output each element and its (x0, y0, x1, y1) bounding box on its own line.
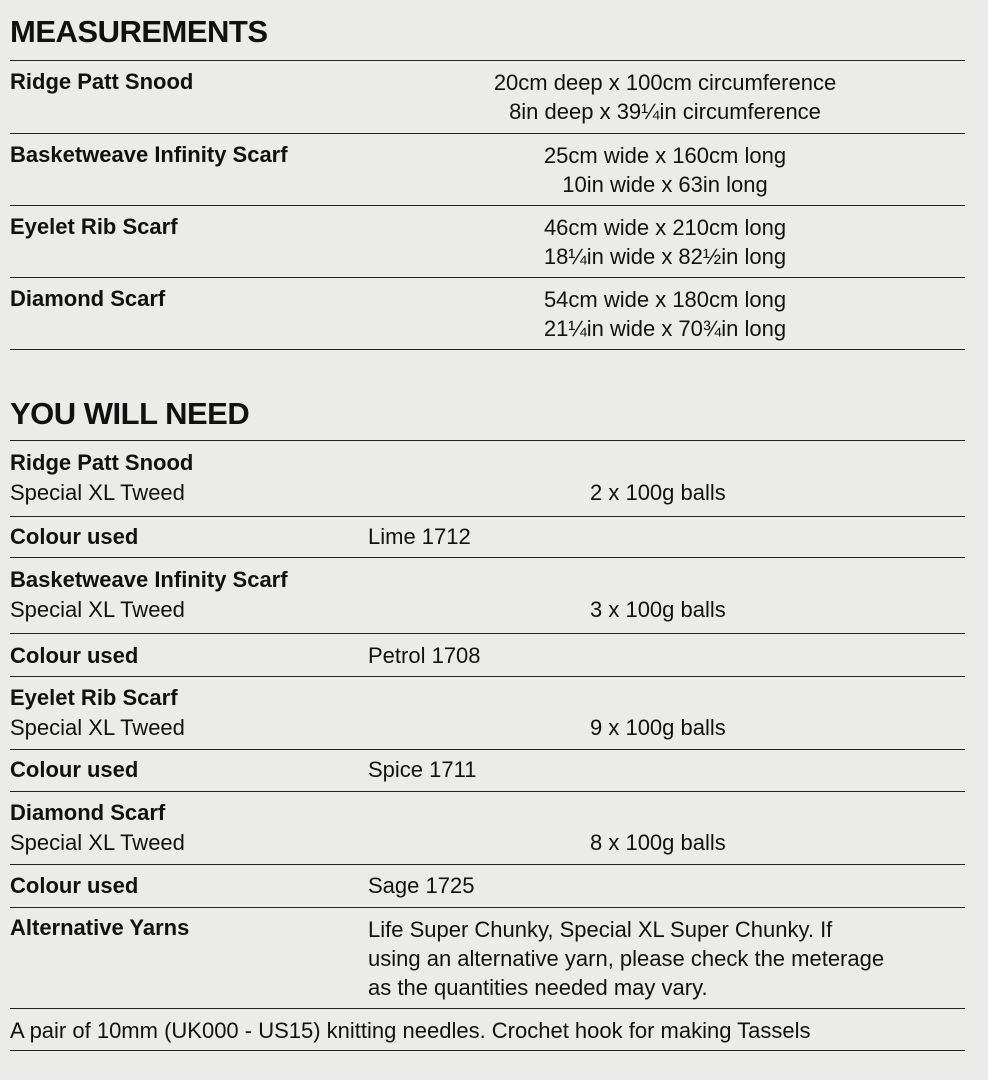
item-name: Diamond Scarf (10, 800, 166, 825)
divider (10, 205, 965, 206)
divider (10, 633, 965, 634)
yarn-quantity: 2 x 100g balls (590, 480, 726, 505)
colour-value: Petrol 1708 (368, 643, 481, 668)
item-name: Diamond Scarf (10, 286, 166, 311)
measurement-values (395, 68, 935, 126)
divider (10, 1008, 965, 1009)
colour-value: Spice 1711 (368, 757, 477, 782)
divider (10, 557, 965, 558)
divider (10, 349, 965, 350)
yarn-name: Special XL Tweed (10, 830, 185, 855)
alternative-yarns-label: Alternative Yarns (10, 915, 190, 940)
needles-text: A pair of 10mm (UK000 - US15) knitting needles. Crochet hook for making Tassels (10, 1018, 811, 1043)
divider (10, 60, 965, 61)
colour-label: Colour used (10, 757, 139, 782)
divider (10, 676, 965, 677)
divider (10, 864, 965, 865)
item-name: Basketweave Infinity Scarf (10, 142, 288, 167)
colour-label: Colour used (10, 873, 139, 898)
yarn-name: Special XL Tweed (10, 480, 185, 505)
colour-label: Colour used (10, 643, 139, 668)
item-name: Eyelet Rib Scarf (10, 685, 178, 710)
item-name: Ridge Patt Snood (10, 69, 194, 94)
yarn-quantity: 3 x 100g balls (590, 597, 726, 622)
measurements-heading: MEASUREMENTS (10, 14, 268, 49)
imperial-size: 10in wide x 63in long (562, 172, 768, 197)
divider (10, 440, 965, 441)
metric-size: 54cm wide x 180cm long (543, 287, 787, 312)
metric-size: 25cm wide x 160cm long (543, 143, 787, 168)
alternative-yarns-line: Life Super Chunky, Special XL Super Chunky. If (368, 917, 833, 942)
metric-size: 20cm deep x 100cm circumference (493, 70, 837, 95)
item-name: Basketweave Infinity Scarf (10, 567, 288, 592)
alternative-yarns-line: as the quantities needed may vary. (368, 975, 708, 1000)
measurement-values (395, 213, 935, 271)
item-name: Eyelet Rib Scarf (10, 214, 178, 239)
alternative-yarns-line: using an alternative yarn, please check the meterage (368, 946, 885, 971)
yarn-quantity: 8 x 100g balls (590, 830, 726, 855)
yarn-name: Special XL Tweed (10, 715, 185, 740)
divider (10, 907, 965, 908)
divider (10, 749, 965, 750)
measurement-values (395, 141, 935, 199)
colour-value: Sage 1725 (368, 873, 475, 898)
divider (10, 791, 965, 792)
alternative-yarns-text (368, 915, 968, 1002)
yarn-name: Special XL Tweed (10, 597, 185, 622)
item-name: Ridge Patt Snood (10, 450, 194, 475)
divider (10, 133, 965, 134)
you-will-need-heading: YOU WILL NEED (10, 396, 250, 431)
colour-value: Lime 1712 (368, 524, 471, 549)
imperial-size: 8in deep x 39¼in circumference (509, 99, 821, 124)
imperial-size: 18¼in wide x 82½in long (543, 244, 787, 269)
measurement-values (395, 285, 935, 343)
divider (10, 277, 965, 278)
colour-label: Colour used (10, 524, 139, 549)
divider (10, 516, 965, 517)
yarn-quantity: 9 x 100g balls (590, 715, 726, 740)
metric-size: 46cm wide x 210cm long (543, 215, 787, 240)
divider (10, 1050, 965, 1051)
imperial-size: 21¼in wide x 70¾in long (543, 316, 787, 341)
